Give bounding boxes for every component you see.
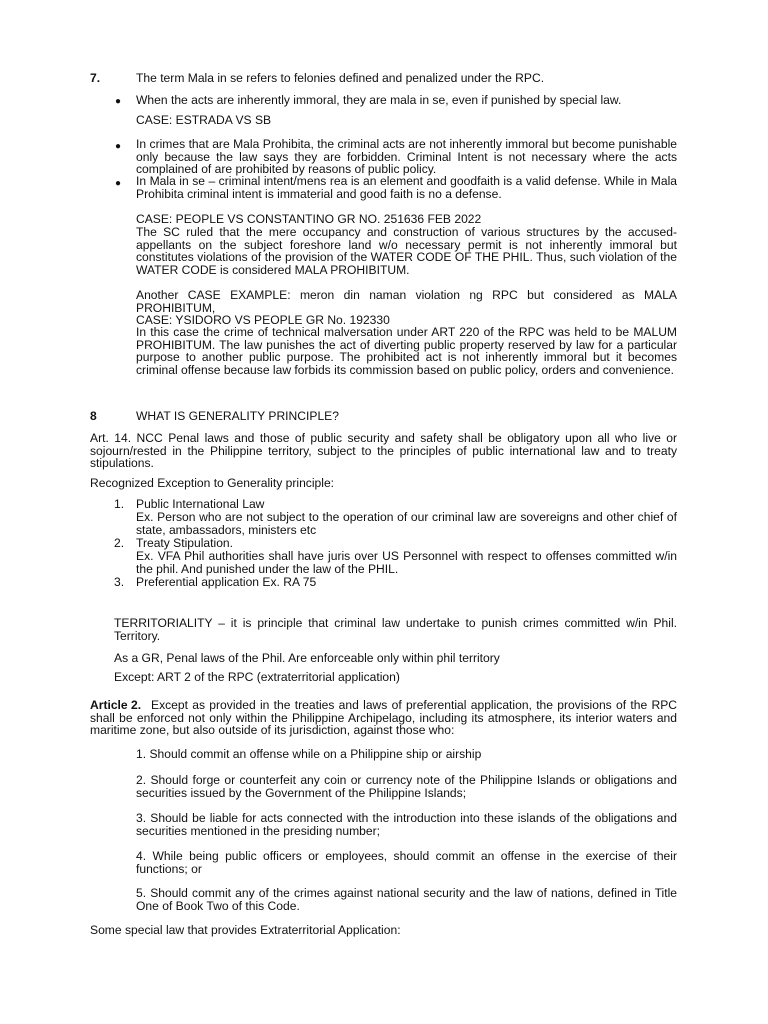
bullet-icon: ●: [115, 141, 122, 152]
bullet-icon: ●: [115, 178, 122, 189]
item-7-lead: The term Mala in se refers to felonies defined and penalized under the RPC.: [136, 71, 545, 85]
art-2-item-2: 2. Should forge or counterfeit any coin or currency note of the Philippine Islands or obligations and securities issued by the Government of the Philippine Islands;: [136, 773, 677, 800]
another-case-example: Another CASE EXAMPLE: meron din naman violation ng RPC but considered as MALA PROHIBITUM,: [136, 288, 677, 315]
art-2-item-1: 1. Should commit an offense while on a Philippine ship or airship: [136, 747, 482, 761]
case-ysidoro-title: CASE: YSIDORO VS PEOPLE GR No. 192330: [136, 313, 390, 327]
bullet-icon: ●: [115, 96, 122, 107]
exception-2-detail: Ex. VFA Phil authorities shall have juris over US Personnel with respect to offenses committed w/in the phil. And punished under the law of the PHIL.: [136, 549, 677, 576]
exception-3-title: Preferential application Ex. RA 75: [136, 575, 317, 589]
article-2-text: Except as provided in the treaties and laws of preferential application, the provisions of the RPC shall be enforced not only within the Philippine Archipelago, including its atmosphere, its interior waters and maritime zone, but also outside of its jurisdiction, against those who:: [90, 698, 677, 738]
item-8-number: 8: [90, 409, 97, 423]
exception-1-title: Public International Law: [136, 497, 265, 511]
special-law-heading: Some special law that provides Extraterritorial Application:: [90, 923, 401, 937]
bullet-mala-in-se: When the acts are inherently immoral, they are mala in se, even if punished by special law.: [136, 93, 622, 107]
art-2-item-5: 5. Should commit any of the crimes against national security and the law of nations, defined in Title One of Book Two of this Code.: [136, 886, 677, 913]
except-art-2: Except: ART 2 of the RPC (extraterritorial application): [114, 670, 400, 684]
exceptions-heading: Recognized Exception to Generality principle:: [90, 476, 335, 490]
territoriality: TERRITORIALITY – it is principle that criminal law undertake to punish crimes committed w/in Phil. Territory.: [114, 616, 677, 643]
case-estrada: CASE: ESTRADA VS SB: [136, 113, 272, 127]
case-constantino-body: The SC ruled that the mere occupancy and construction of various structures by the accused-appellants on the subject foreshore land w/o necessary permit is not inherently immoral but constitutes violations of the provision of the WATER CODE OF THE PHIL. Thus, such violation of the WATER CODE is considered MALA PROHIBITUM.: [136, 225, 677, 277]
exception-1-detail: Ex. Person who are not subject to the operation of our criminal law are sovereigns and other chief of state, ambassadors, ministers etc: [136, 510, 677, 537]
general-rule: As a GR, Penal laws of the Phil. Are enforceable only within phil territory: [114, 651, 500, 665]
bullet-criminal-intent: In Mala in se – criminal intent/mens rea is an element and goodfaith is a valid defense. While in Mala Prohibita criminal intent is immaterial and good faith is no a defense.: [136, 174, 677, 201]
bullet-mala-prohibita: In crimes that are Mala Prohibita, the criminal acts are not inherently immoral but become punishable only because the law says they are forbidden. Criminal Intent is not necessary where the acts complained of are prohibited by reasons of public policy.: [136, 137, 677, 177]
case-ysidoro-body: In this case the crime of technical malversation under ART 220 of the RPC was held to be MALUM PROHIBITUM. The law punishes the act of diverting public property reserved by law for a particular purpose to another public purpose. The prohibited act is not inherently immoral but it becomes criminal offense because law forbids its commission based on public policy, orders and convenience.: [136, 325, 677, 377]
article-2-label: Article 2.: [90, 698, 142, 712]
exception-3-number: 3.: [114, 575, 125, 589]
art-2-item-3: 3. Should be liable for acts connected with the introduction into these islands of the obligations and securities mentioned in the presiding number;: [136, 811, 677, 838]
art-14-ncc: Art. 14. NCC Penal laws and those of public security and safety shall be obligatory upon all who live or sojourn/rested in the Philippine territory, subject to the principles of public international law and to treaty stipulations.: [90, 431, 677, 471]
art-2-item-4: 4. While being public officers or employees, should commit an offense in the exercise of their functions; or: [136, 849, 677, 876]
case-constantino-title: CASE: PEOPLE VS CONSTANTINO GR NO. 251636 FEB 2022: [136, 212, 482, 226]
exception-2-title: Treaty Stipulation.: [136, 536, 234, 550]
item-8-question: WHAT IS GENERALITY PRINCIPLE?: [136, 409, 339, 423]
item-7-number: 7.: [90, 71, 101, 85]
exception-1-number: 1.: [114, 497, 125, 511]
exception-2-number: 2.: [114, 536, 125, 550]
